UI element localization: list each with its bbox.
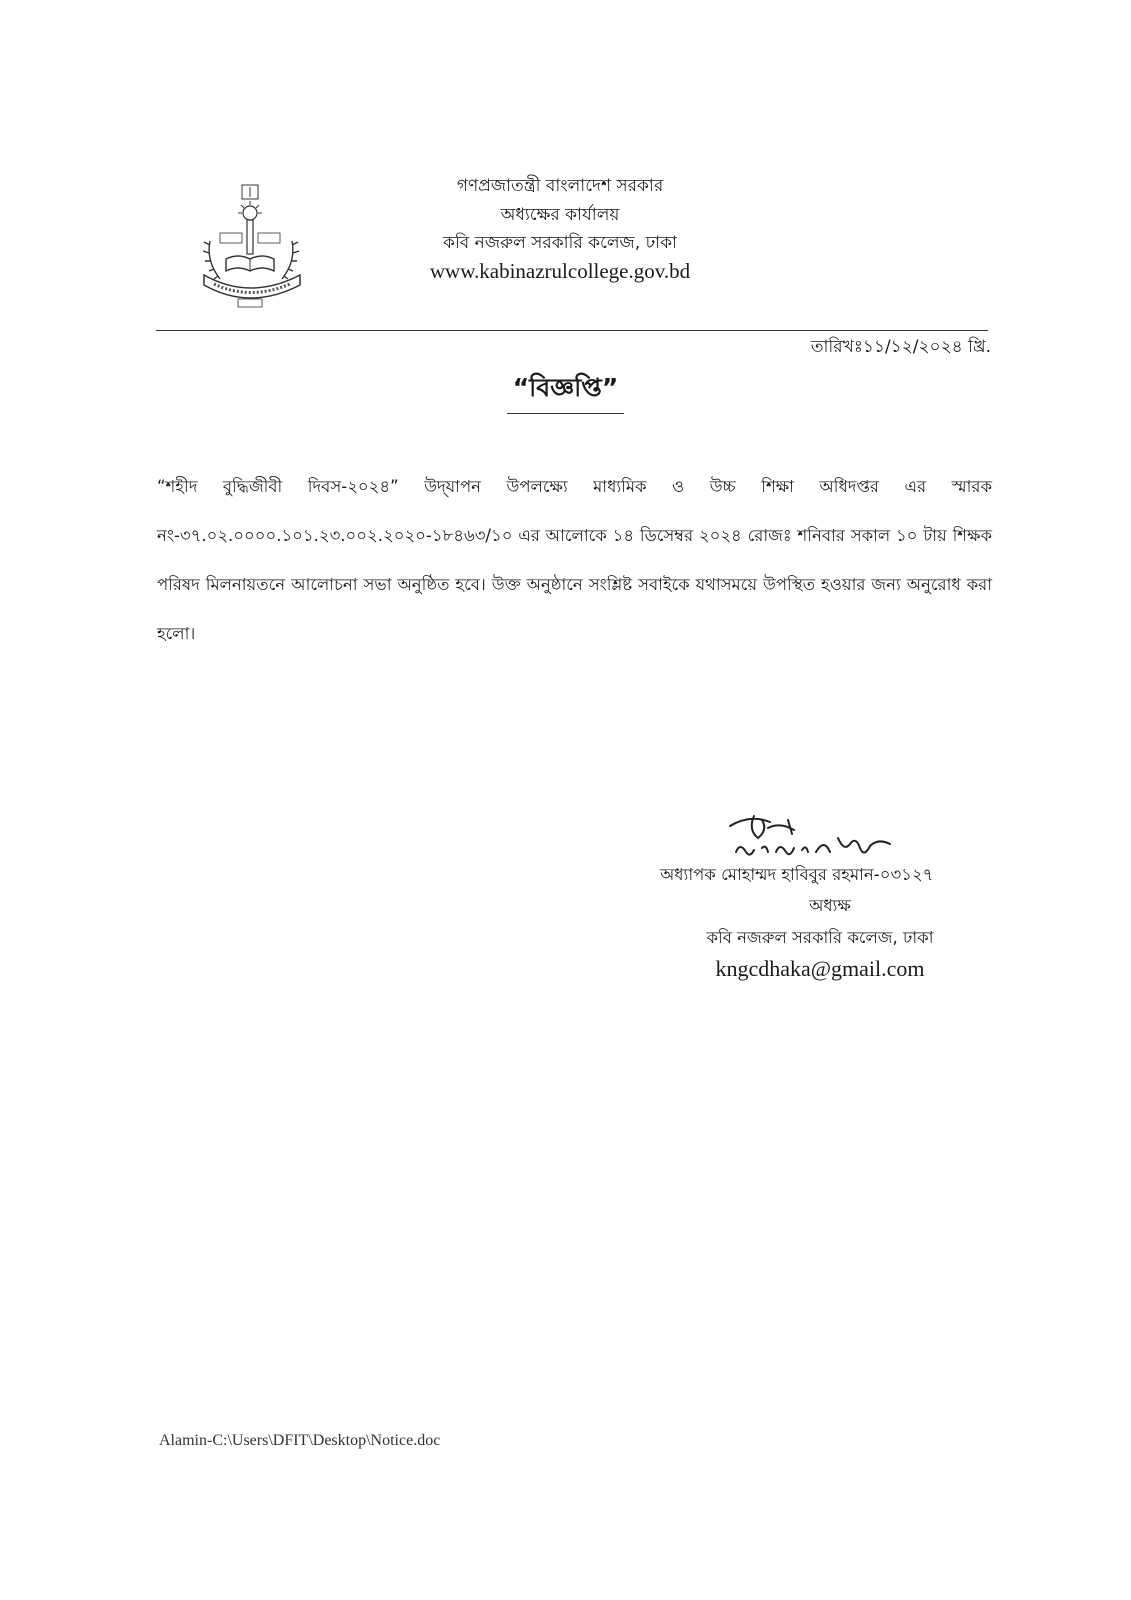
header-office: অধ্যক্ষের কার্যালয় <box>500 205 620 225</box>
header-college: কবি নজরুল সরকারি কলেজ, ঢাকা <box>443 233 677 253</box>
header-divider <box>156 330 988 331</box>
signer-name: অধ্যাপক মোহাম্মদ হাবিবুর রহমান-০৩১২৭ <box>660 865 934 884</box>
notice-title: “বিজ্ঞপ্তি” <box>507 368 625 414</box>
footer-file-path: Alamin-C:\Users\DFIT\Desktop\Notice.doc <box>159 1432 441 1449</box>
notice-title-wrap <box>0 368 1131 414</box>
notice-body: “শহীদ বুদ্ধিজীবী দিবস-২০২৪” উদ্‌যাপন উপলক্ষ্যে মাধ্যমিক ও উচ্চ শিক্ষা অধিদপ্তর এর স্মারক নং-৩৭.০২.০০০০.১০১.২৩.০০২.২০২০-১৮৪৬৩/১০ এর আলোকে ১৪ ডিসেম্বর ২০২৪ রোজঃ শনিবার সকাল ১০ টায় শিক্ষক পরিষদ মিলনায়তনে আলোচনা সভা অনুষ্ঠিত হবে। উক্ত অনুষ্ঠানে সংশ্লিষ্ট সবাইকে যথাসময়ে উপস্থিত হওয়ার জন্য অনুরোধ করা হলো। <box>157 477 992 643</box>
signer-organization: কবি নজরুল সরকারি কলেজ, ঢাকা <box>706 928 934 947</box>
header-government: গণপ্রজাতন্ত্রী বাংলাদেশ সরকার <box>456 176 664 196</box>
notice-date: তারিখঃ১১/১২/২০২৪ খ্রি. <box>810 337 991 357</box>
college-seal-logo <box>196 183 310 309</box>
signer-role: অধ্যক্ষ <box>809 896 851 915</box>
header-website: www.kabinazrulcollege.gov.bd <box>429 259 691 283</box>
signer-email: kngcdhaka@gmail.com <box>715 956 925 981</box>
